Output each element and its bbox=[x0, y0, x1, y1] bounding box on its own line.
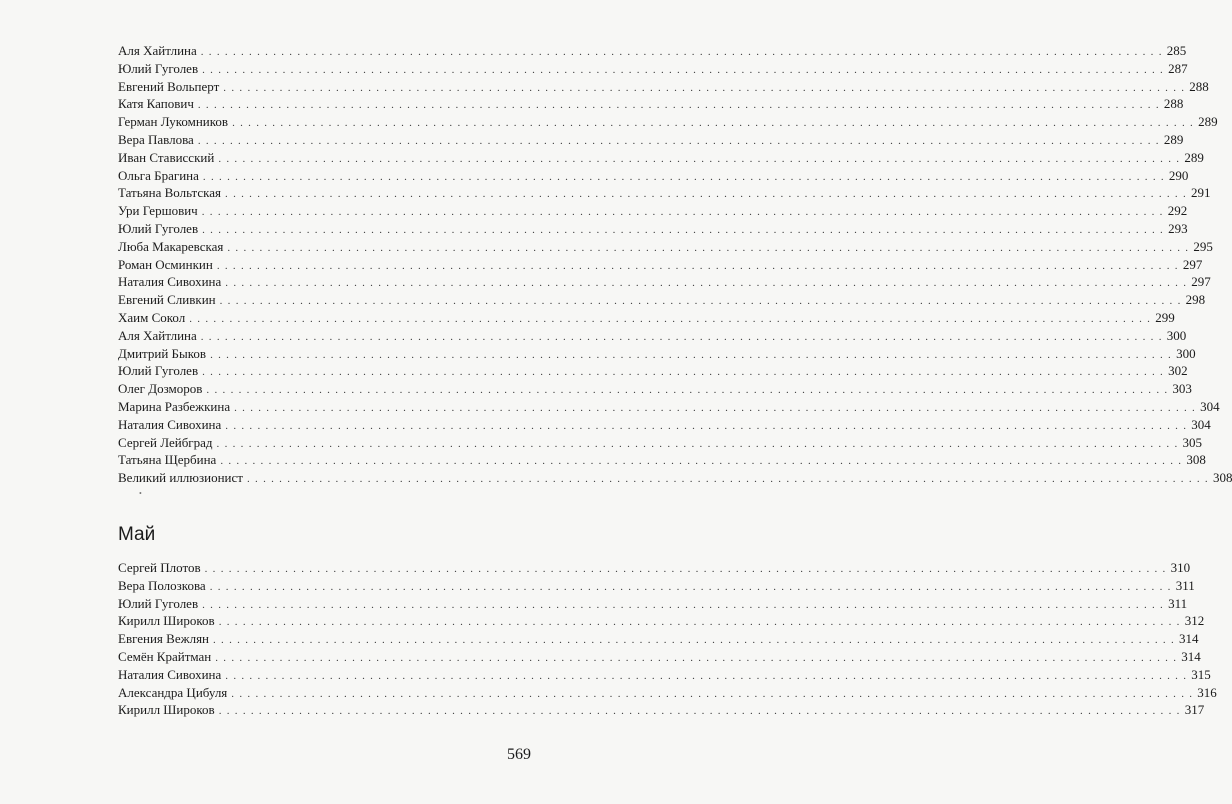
toc-entry-page: 303 bbox=[1172, 381, 1192, 397]
section-title-may: Май bbox=[118, 524, 156, 545]
toc-entry-page: 295 bbox=[1193, 238, 1213, 254]
toc-entry bbox=[118, 327, 1187, 345]
toc-entry bbox=[118, 469, 1232, 487]
dot-leader: ........................................................................................................................ bbox=[220, 455, 1187, 468]
toc-entry-page: 314 bbox=[1179, 631, 1199, 647]
toc-entry bbox=[118, 345, 1196, 363]
dot-leader: ........................................................................................................................ bbox=[189, 312, 1156, 325]
toc-entry-page: 299 bbox=[1155, 309, 1175, 325]
toc-entry bbox=[118, 398, 1220, 416]
toc-entry bbox=[118, 666, 1211, 684]
toc-entry-author: Сергей Лейбград bbox=[118, 434, 213, 450]
toc-entry-author: Евгений Вольперт bbox=[118, 78, 220, 94]
toc-entry bbox=[118, 273, 1211, 291]
toc-entry-page: 289 bbox=[1198, 114, 1218, 130]
toc-entry-page: 297 bbox=[1182, 256, 1203, 272]
toc-entry-author: Александра Цибуля bbox=[118, 684, 228, 700]
toc-entry-author: Юлий Гуголев bbox=[118, 363, 199, 379]
toc-entry-author: Наталия Сивохина bbox=[118, 666, 222, 682]
toc-entry-page: 316 bbox=[1197, 684, 1217, 700]
toc-entry bbox=[118, 612, 1205, 630]
toc-entry-author: Герман Лукомников bbox=[118, 114, 229, 130]
toc-entry bbox=[118, 113, 1218, 131]
dot-leader: ........................................................................................................................ bbox=[225, 188, 1192, 201]
toc-entry-author: Наталия Сивохина bbox=[118, 274, 222, 290]
dot-leader: ........................................................................................................................ bbox=[202, 63, 1169, 76]
toc-list-may bbox=[118, 559, 1217, 719]
toc-entry-page: 310 bbox=[1170, 560, 1191, 575]
dot-leader: ........................................................................................................................ bbox=[218, 705, 1185, 718]
toc-entry bbox=[118, 220, 1188, 238]
toc-entry-author: Аля Хайтлина bbox=[118, 43, 197, 58]
toc-entry-page: 289 bbox=[1184, 149, 1204, 165]
toc-entry-author: Евгения Вежлян bbox=[118, 631, 209, 647]
toc-entry bbox=[118, 451, 1206, 469]
dot-leader: ........................................................................................................................ bbox=[225, 277, 1192, 290]
dot-leader: ........................................................................................................................ bbox=[197, 134, 1164, 147]
toc-entry-author: Катя Капович bbox=[118, 96, 194, 112]
page-number: 569 bbox=[507, 746, 531, 763]
dot-leader: ........................................................................................................................ bbox=[227, 241, 1194, 254]
toc-entry-page: 297 bbox=[1191, 274, 1211, 290]
dot-leader: ........................................................................................................................ bbox=[225, 669, 1192, 682]
toc-entry-page: 305 bbox=[1182, 434, 1203, 450]
toc-entry bbox=[118, 630, 1199, 648]
dot-leader: ........................................................................................................................ bbox=[201, 206, 1168, 219]
toc-entry-page: 292 bbox=[1167, 203, 1188, 219]
dot-leader: ........................................................................................................................ bbox=[218, 616, 1185, 629]
toc-entry bbox=[118, 416, 1211, 434]
toc-entry-author: Евгений Сливкин bbox=[118, 292, 216, 308]
toc-entry-author: Ури Гершович bbox=[118, 203, 198, 219]
toc-entry bbox=[118, 202, 1188, 220]
dot-leader: ........................................................................................................................ bbox=[218, 152, 1185, 165]
toc-entry-author: Сергей Плотов bbox=[118, 560, 201, 575]
toc-entry-page: 300 bbox=[1176, 345, 1196, 361]
dot-leader: ........................................................................................................................ bbox=[215, 651, 1182, 664]
dot-leader: ........................................................................................................................ bbox=[200, 330, 1167, 343]
dot-leader: ........................................................................................................................ bbox=[246, 473, 1213, 486]
dot-leader: ........................................................................................................................ bbox=[234, 401, 1201, 414]
toc-entry bbox=[118, 648, 1201, 666]
toc-entry bbox=[118, 42, 1187, 60]
toc-entry bbox=[118, 684, 1217, 702]
toc-entry-page: 291 bbox=[1191, 185, 1211, 201]
dot-leader: ........................................................................................................................ bbox=[225, 419, 1192, 432]
toc-entry-page: 311 bbox=[1175, 577, 1195, 593]
toc-entry-author: Хаим Сокол bbox=[118, 309, 186, 325]
toc-entry-author: Юлий Гуголев bbox=[118, 595, 199, 611]
dot-leader: ........................................................................................................................ bbox=[202, 170, 1169, 183]
toc-entry-author: Дмитрий Быков bbox=[118, 345, 207, 361]
toc-entry bbox=[118, 256, 1203, 274]
dot-leader: ........................................................................................................................ bbox=[216, 437, 1183, 450]
stray-mark: • bbox=[139, 489, 142, 498]
toc-entry-page: 298 bbox=[1185, 292, 1206, 308]
toc-entry-author: Люба Макаревская bbox=[118, 238, 224, 254]
dot-leader: ........................................................................................................................ bbox=[202, 598, 1169, 611]
toc-entry bbox=[118, 380, 1192, 398]
toc-entry-author: Татьяна Вольтская bbox=[118, 185, 222, 201]
toc-entry-page: 304 bbox=[1200, 398, 1220, 414]
toc-entry bbox=[118, 78, 1209, 96]
toc-entry-author: Олег Дозморов bbox=[118, 381, 203, 397]
toc-entry-page: 285 bbox=[1166, 43, 1187, 58]
toc-entry-page: 302 bbox=[1168, 363, 1188, 379]
dot-leader: ........................................................................................................................ bbox=[232, 117, 1199, 130]
toc-entry-page: 308 bbox=[1186, 452, 1206, 468]
toc-entry-author: Кирилл Широков bbox=[118, 613, 215, 629]
dot-leader: ........................................................................................................................ bbox=[231, 687, 1198, 700]
dot-leader: ........................................................................................................................ bbox=[202, 223, 1169, 236]
toc-entry bbox=[118, 434, 1203, 452]
toc-entry bbox=[118, 309, 1175, 327]
toc-entry-author: Иван Стависский bbox=[118, 149, 215, 165]
toc-entry-page: 304 bbox=[1191, 416, 1211, 432]
toc-entry-author: Марина Разбежкина bbox=[118, 398, 231, 414]
toc-entry bbox=[118, 291, 1206, 309]
toc-entry-page: 314 bbox=[1181, 648, 1201, 664]
toc-entry-author: Семён Крайтман bbox=[118, 648, 212, 664]
toc-entry-author: Роман Осминкин bbox=[118, 256, 213, 272]
toc-entry-author: Вера Полозкова bbox=[118, 577, 206, 593]
dot-leader: ........................................................................................................................ bbox=[223, 81, 1190, 94]
dot-leader: ........................................................................................................................ bbox=[210, 348, 1177, 361]
dot-leader: ........................................................................................................................ bbox=[219, 295, 1186, 308]
toc-entry-author: Татьяна Щербина bbox=[118, 452, 217, 468]
toc-entry-author: Вера Павлова bbox=[118, 131, 194, 147]
toc-list-april bbox=[118, 42, 1232, 487]
toc-entry-page: 317 bbox=[1184, 702, 1205, 718]
toc-entry-page: 311 bbox=[1168, 595, 1188, 611]
dot-leader: ........................................................................................................................ bbox=[213, 634, 1179, 647]
dot-leader: ........................................................................................................................ bbox=[216, 259, 1183, 272]
dot-leader: ........................................................................................................................ bbox=[204, 563, 1171, 575]
toc-entry bbox=[118, 184, 1211, 202]
toc-entry bbox=[118, 362, 1188, 380]
toc-entry bbox=[118, 595, 1188, 613]
toc-entry bbox=[118, 60, 1188, 78]
toc-entry bbox=[118, 131, 1184, 149]
dot-leader: ........................................................................................................................ bbox=[197, 99, 1164, 112]
toc-entry bbox=[118, 701, 1205, 719]
toc-entry-page: 308 bbox=[1212, 470, 1232, 486]
dot-leader: ........................................................................................................................ bbox=[202, 366, 1169, 379]
toc-entry-page: 287 bbox=[1168, 60, 1188, 76]
dot-leader: ........................................................................................................................ bbox=[209, 580, 1176, 593]
toc-entry-author: Ольга Брагина bbox=[118, 167, 199, 183]
toc-entry bbox=[118, 559, 1191, 577]
toc-entry-page: 293 bbox=[1168, 220, 1188, 236]
toc-entry-author: Аля Хайтлина bbox=[118, 327, 197, 343]
toc-entry-author: Юлий Гуголев bbox=[118, 220, 199, 236]
toc-entry-page: 288 bbox=[1163, 96, 1184, 112]
toc-entry-author: Юлий Гуголев bbox=[118, 60, 199, 76]
dot-leader: ........................................................................................................................ bbox=[200, 46, 1167, 58]
toc-entry-author: Великий иллюзионист bbox=[118, 470, 243, 486]
toc-entry bbox=[118, 167, 1189, 185]
toc-entry bbox=[118, 95, 1184, 113]
toc-entry bbox=[118, 238, 1213, 256]
toc-entry bbox=[118, 577, 1195, 595]
toc-entry-author: Кирилл Широков bbox=[118, 702, 215, 718]
toc-entry-page: 312 bbox=[1184, 613, 1205, 629]
toc-entry bbox=[118, 149, 1204, 167]
toc-entry-page: 289 bbox=[1163, 131, 1184, 147]
toc-entry-page: 315 bbox=[1191, 666, 1211, 682]
toc-entry-page: 300 bbox=[1166, 327, 1187, 343]
toc-entry-page: 288 bbox=[1189, 78, 1209, 94]
dot-leader: ........................................................................................................................ bbox=[206, 384, 1173, 397]
toc-entry-page: 290 bbox=[1168, 167, 1189, 183]
toc-entry-author: Наталия Сивохина bbox=[118, 416, 222, 432]
